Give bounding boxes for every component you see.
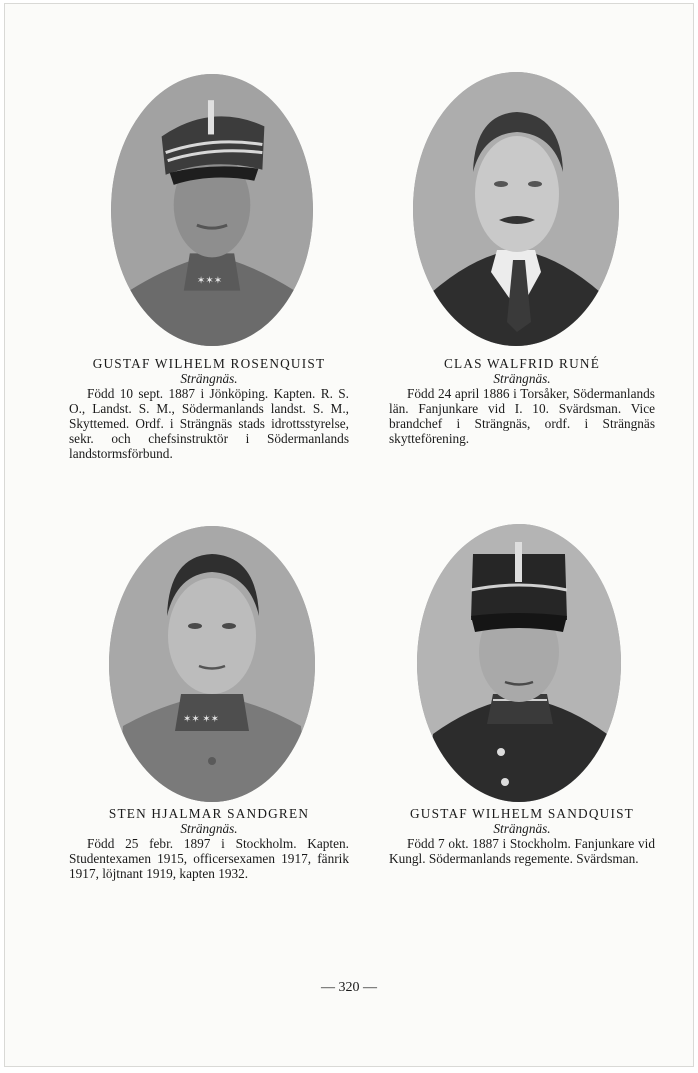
portrait-sandquist [417,524,621,802]
portrait-sandquist-image [417,524,621,802]
person-name: STEN HJALMAR SANDGREN [108,806,310,821]
person-name: CLAS WALFRID RUNÉ [443,356,601,371]
person-biography: Född 7 okt. 1887 i Stockholm. Fanjunkare vid Kungl. Södermanlands regemente. Svärdsman. [389,836,655,866]
portrait-sandgren [109,526,315,802]
person-biography: Född 24 april 1886 i Torsåker, Södermanlands län. Fanjunkare vid I. 10. Svärdsman. Vice brandchef i Strängnäs, ordf. i Strängnäs skytteförening. [389,386,655,446]
person-name: GUSTAF WILHELM ROSENQUIST [92,356,326,371]
bio-sandgren [69,806,349,881]
bio-rosenquist [69,356,349,461]
person-place: Strängnäs. [180,371,238,386]
svg-text:✶✶ ✶✶: ✶✶ ✶✶ [183,714,220,725]
bio-sandquist [389,806,655,866]
portrait-rune-image [413,72,619,346]
person-place: Strängnäs. [180,821,238,836]
person-name: GUSTAF WILHELM SANDQUIST [410,806,634,821]
person-place: Strängnäs. [493,371,551,386]
portrait-rosenquist-image [111,74,313,346]
person-biography: Född 25 febr. 1897 i Stockholm. Kapten. Studentexamen 1915, officersexamen 1917, fänrik 1917, löjtnant 1919, kapten 1932. [69,836,349,881]
portrait-rune [413,72,619,346]
page [4,3,694,1067]
portrait-rosenquist [111,74,313,346]
portrait-sandgren-image [109,526,315,802]
bio-rune [389,356,655,446]
svg-text:✶✶✶: ✶✶✶ [196,275,223,287]
person-biography: Född 10 sept. 1887 i Jönköping. Kapten. R. S. O., Landst. S. M., Södermanlands landst. S. M., Skyttemed. Ordf. i Strängnäs stads idrottsstyrelse, sekr. och chefsinstruktör i Södermanlands landstormsförbund. [69,386,349,461]
page-number: — 320 — [321,980,377,995]
person-place: Strängnäs. [493,821,551,836]
